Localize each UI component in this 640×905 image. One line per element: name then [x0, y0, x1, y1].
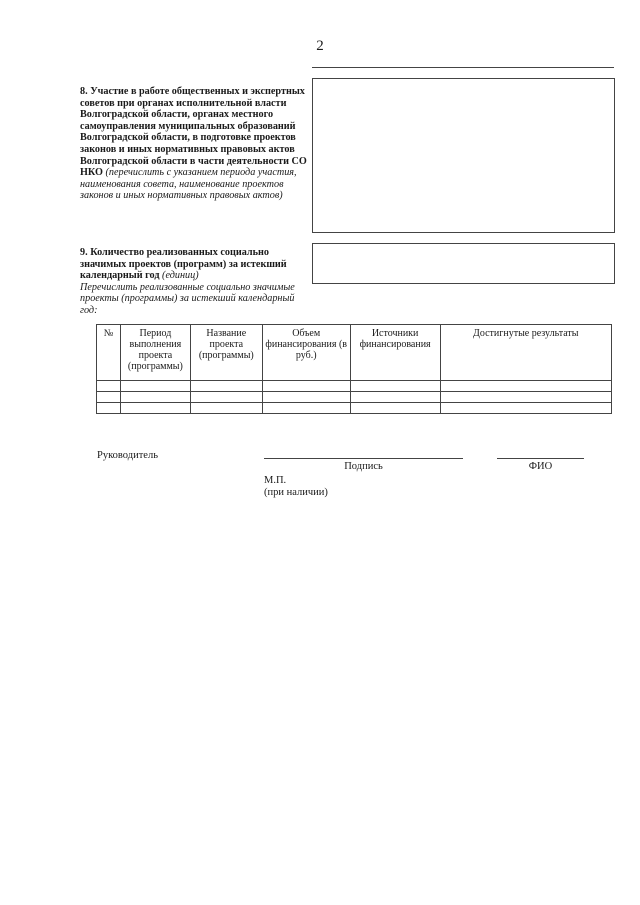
section-8-heading: 8. Участие в работе общественных и экспертных советов при органах исполнительной власти Волгоградской области, органах местного самоуправления муниципальных образований Волгоградской области, в подготовке проектов законов и иных нормативных правовых актов Волгоградской области в части деятельности СО НКО — [80, 86, 307, 179]
table-cell[interactable] — [97, 403, 121, 414]
table-cell[interactable] — [440, 392, 611, 403]
signature-caption: Подпись — [344, 461, 383, 472]
table-cell[interactable] — [97, 392, 121, 403]
page-number: 2 — [316, 38, 324, 54]
table-cell[interactable] — [262, 403, 350, 414]
section-9-instruction: Перечислить реализованные социально значимые проекты (программы) за истекший календарный год: — [80, 281, 295, 316]
table-cell[interactable] — [120, 403, 190, 414]
table-cell[interactable] — [120, 392, 190, 403]
table-row — [97, 403, 612, 414]
table-cell[interactable] — [350, 392, 440, 403]
table-cell[interactable] — [440, 381, 611, 392]
table-cell[interactable] — [262, 381, 350, 392]
table-cell[interactable] — [262, 392, 350, 403]
section-8-answer-box[interactable] — [312, 78, 615, 233]
table-cell[interactable] — [350, 403, 440, 414]
signature-line[interactable] — [264, 458, 463, 459]
top-rule — [312, 67, 614, 68]
header-funding-amount: Объем финансирования (в руб.) — [262, 325, 350, 381]
stamp-label: М.П. — [264, 475, 287, 486]
section-8-label — [80, 86, 308, 202]
role-label: Руководитель — [97, 450, 158, 461]
section-9-unit: (единиц) — [162, 270, 199, 282]
header-results: Достигнутые результаты — [440, 325, 611, 381]
table-cell[interactable] — [190, 381, 262, 392]
table-row — [97, 381, 612, 392]
header-funding-sources: Источники финансирования — [350, 325, 440, 381]
section-9-heading: 9. Количество реализованных социально значимых проектов (программ) за истекший календарный год — [80, 247, 287, 282]
name-caption: ФИО — [528, 461, 553, 472]
stamp-condition: (при наличии) — [264, 487, 328, 498]
table-cell[interactable] — [190, 403, 262, 414]
table-cell[interactable] — [97, 381, 121, 392]
table-cell[interactable] — [440, 403, 611, 414]
name-line[interactable] — [497, 458, 584, 459]
header-period — [120, 325, 190, 381]
table-header-row — [97, 325, 612, 381]
header-number: № — [97, 325, 121, 381]
table-cell[interactable] — [120, 381, 190, 392]
table-cell[interactable] — [190, 392, 262, 403]
section-8-note: (перечислить с указанием периода участия, наименования совета, наименование проектов законов и иных нормативных правовых актов) — [80, 167, 297, 202]
section-9-answer-box[interactable] — [312, 243, 615, 284]
stamp-note — [264, 475, 328, 499]
table-cell[interactable] — [350, 381, 440, 392]
table-row — [97, 392, 612, 403]
header-project-name: Название проекта (программы) — [190, 325, 262, 381]
header-period-text: Период выполнения проекта (программы) — [127, 328, 183, 372]
projects-table — [96, 324, 612, 414]
section-9-label — [80, 247, 308, 317]
